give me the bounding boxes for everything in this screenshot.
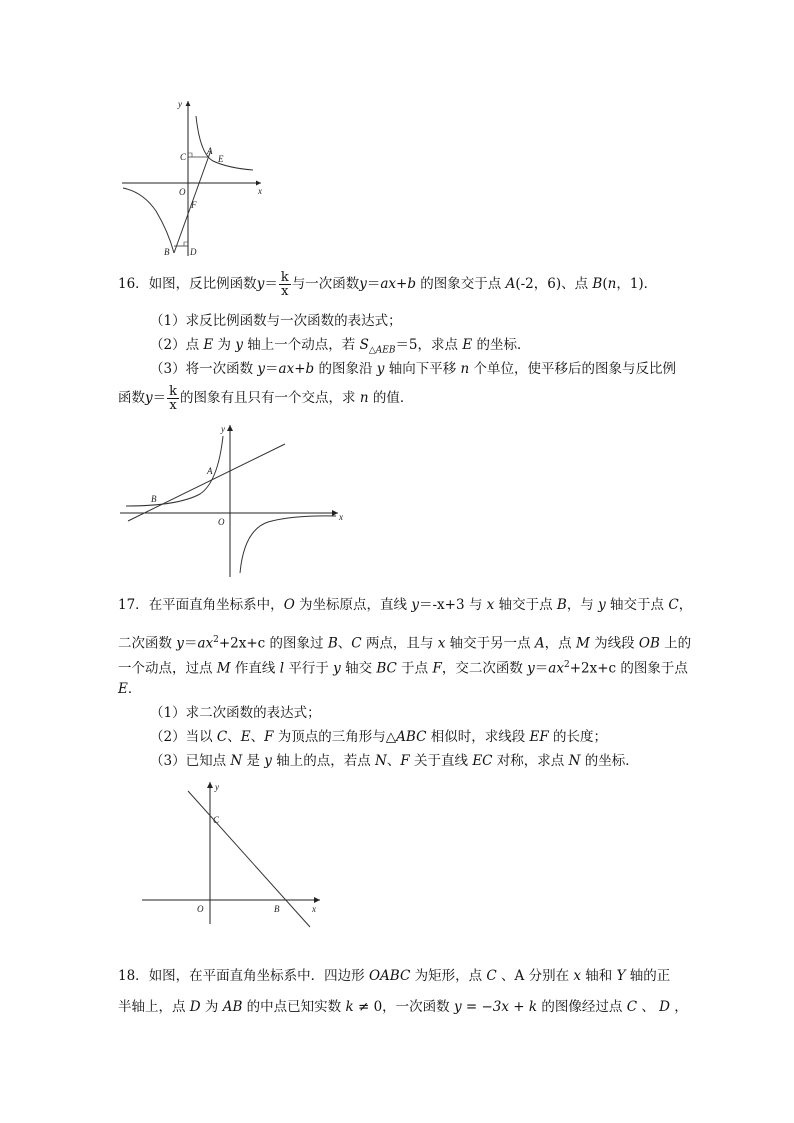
segment-ab: AB	[222, 999, 243, 1015]
var-x: x	[437, 635, 446, 652]
t: 、	[637, 999, 660, 1015]
t: 函数	[118, 390, 145, 406]
label-y: y	[178, 99, 182, 109]
expr-ax: ax	[278, 361, 295, 377]
var-y: y	[376, 361, 385, 377]
right-angle-c	[188, 153, 192, 157]
q17-line-2	[118, 630, 691, 654]
point-e: E	[203, 337, 214, 353]
t: ＝	[265, 361, 279, 377]
q16-text-b: 与一次函数	[291, 276, 360, 292]
t: 一个动点，过点	[118, 660, 217, 677]
figure-3-graph	[138, 774, 328, 934]
x-axis-arrow	[256, 181, 261, 186]
label-c: C	[213, 815, 220, 825]
var-k: k	[345, 999, 354, 1015]
label-b: B	[164, 247, 170, 257]
var-n: n	[460, 361, 470, 377]
var-y: y	[333, 660, 341, 677]
point-n: N	[568, 753, 581, 769]
frac-num: k	[280, 270, 289, 285]
t: 为	[213, 337, 236, 353]
t: 、A 分别在	[496, 968, 574, 984]
point-c: C	[486, 968, 497, 984]
point-b: B	[327, 635, 338, 652]
t: 、	[250, 729, 265, 745]
t: 如图，在平面直角坐标系中．四边形	[148, 968, 369, 984]
point-e: E	[118, 681, 128, 697]
t: 的值．	[368, 390, 414, 406]
point-b-open: (	[602, 276, 608, 292]
var-x: x	[573, 968, 581, 984]
expr-b: +b	[396, 276, 416, 292]
label-x: x	[339, 512, 343, 522]
label-b: B	[274, 904, 280, 914]
point-m: M	[575, 635, 590, 652]
t: ，点	[544, 635, 576, 652]
t: 的图象过	[265, 635, 328, 652]
q17-sub-2	[150, 727, 607, 747]
expr-ax: ax	[197, 635, 214, 652]
label-y: y	[215, 782, 219, 792]
fraction-k-over-x	[167, 385, 179, 412]
right-angle-d	[184, 242, 188, 246]
t: 作直线	[230, 660, 280, 677]
point-c: C	[216, 729, 228, 745]
t: 是	[242, 753, 265, 769]
t: ＝	[183, 635, 198, 652]
area-s: S	[359, 337, 369, 353]
q18-number: 18．	[118, 968, 149, 984]
q18-line-2	[118, 997, 688, 1017]
equals: ＝	[366, 276, 381, 292]
var-n: n	[607, 276, 617, 292]
point-n: N	[375, 753, 387, 769]
t: 的图像经过点	[537, 999, 627, 1015]
triangle-abc: ABC	[396, 729, 427, 745]
label-o: O	[197, 904, 204, 914]
t: ≠ 0，一次函数	[353, 999, 454, 1015]
t: 关于直线	[409, 753, 473, 769]
q18-line-1	[118, 966, 670, 986]
t: 的长度；	[548, 729, 608, 745]
t: 的图象沿	[314, 361, 377, 377]
q16-sub-1: （1）求反比例函数与一次函数的表达式；	[150, 313, 402, 329]
t: 的坐标．	[580, 753, 639, 769]
q16-text-c: 的图象交于点	[416, 276, 506, 292]
expr-linear: −3x + k	[481, 999, 538, 1015]
t: +2x+c	[218, 635, 266, 652]
point-m: M	[216, 660, 231, 677]
label-e: E	[218, 154, 224, 164]
equals: ＝	[152, 390, 167, 406]
var-y: y	[527, 660, 535, 677]
t: ，与	[566, 597, 599, 613]
t: 轴和	[581, 968, 617, 984]
label-x: x	[312, 904, 316, 914]
q17-sub-1: （1）求二次函数的表达式；	[150, 705, 321, 721]
x-axis-arrow	[314, 897, 320, 903]
label-a: A	[207, 146, 213, 156]
t: 在平面直角坐标系中，	[148, 597, 284, 613]
var-y: y	[453, 999, 462, 1015]
line-bc	[188, 791, 310, 927]
q16-sub-3	[150, 359, 676, 379]
t: 轴向下平移	[384, 361, 461, 377]
t: ，	[678, 597, 693, 613]
hyperbola-branch-left	[123, 188, 174, 253]
point-f: F	[264, 729, 274, 745]
label-y: y	[221, 424, 225, 434]
point-o: O	[283, 597, 295, 613]
point-e: E	[462, 337, 473, 353]
q16-number: 16．	[118, 276, 149, 292]
t: 个单位，使平移后的图象与反比例	[469, 361, 676, 377]
q17-sub-3	[150, 751, 639, 771]
t: ＝-x+3 与	[419, 597, 487, 613]
t: ＝5，求点	[395, 337, 463, 353]
t: 的坐标．	[472, 337, 531, 353]
q16-sub-3-cont	[118, 385, 413, 412]
point-c: C	[668, 597, 679, 613]
label-o: O	[179, 187, 186, 197]
t: 为线段	[589, 635, 639, 652]
point-e: E	[240, 729, 251, 745]
t: +2x+c	[569, 660, 617, 677]
exp-2: 2	[213, 635, 219, 645]
label-o: O	[218, 517, 225, 527]
label-d: D	[190, 247, 197, 257]
t: 的图象于点	[616, 660, 688, 677]
var-y: y	[176, 635, 184, 652]
t: 对称，求点	[492, 753, 569, 769]
point-c: C	[626, 999, 638, 1015]
area-sub: △AEB	[368, 345, 396, 356]
t: 轴交于点	[494, 597, 557, 613]
point-c: C	[351, 635, 362, 652]
t: （3）将一次函数	[150, 361, 258, 377]
t: =	[461, 999, 482, 1015]
point-a: A	[505, 276, 516, 292]
label-f: F	[191, 200, 197, 210]
t: ，交二次函数	[441, 660, 528, 677]
frac-num: k	[169, 384, 178, 399]
expr-ax: ax	[548, 660, 564, 677]
point-f: F	[432, 660, 442, 677]
figure-2-graph	[118, 420, 350, 578]
t: 轴交于另一点	[445, 635, 535, 652]
t: ．	[127, 681, 142, 697]
t: （2）当以	[150, 729, 217, 745]
line-ec: EC	[472, 753, 493, 769]
t: （2）点	[150, 337, 204, 353]
t: ，	[669, 999, 688, 1015]
expr-b: +b	[294, 361, 315, 377]
segment-bc: BC	[376, 660, 397, 677]
figure-1-graph	[118, 96, 268, 258]
t: 的图象有且只有一个交点，求	[180, 390, 360, 406]
segment-ef: EF	[529, 729, 549, 745]
t: 平行于	[284, 660, 334, 677]
var-y: y	[257, 361, 266, 377]
t: 两点，且与	[361, 635, 438, 652]
label-x: x	[258, 186, 262, 196]
var-x: x	[486, 597, 495, 613]
t: 、	[227, 729, 241, 745]
t: 的中点已知实数	[242, 999, 346, 1015]
point-a-coords: (-2，6)、点	[515, 276, 593, 292]
point-a: A	[534, 635, 545, 652]
point-f: F	[400, 753, 410, 769]
t: 、	[386, 753, 401, 769]
q17-line-4	[118, 679, 141, 699]
t: 轴交	[340, 660, 377, 677]
t: 相似时，求线段	[426, 729, 530, 745]
var-y: Y	[616, 968, 626, 984]
q17-number: 17．	[118, 597, 149, 613]
label-b: B	[151, 494, 157, 504]
t: 轴上的点，若点	[271, 753, 376, 769]
t: 为坐标原点，直线	[294, 597, 412, 613]
frac-den: x	[281, 284, 289, 299]
t: 二次函数	[118, 635, 177, 652]
var-y: y	[235, 337, 243, 353]
t: ＝	[534, 660, 549, 677]
t: 为	[200, 999, 223, 1015]
var-y: y	[145, 390, 153, 406]
t: 于点	[396, 660, 433, 677]
q16-sub-2	[150, 335, 530, 361]
y-axis-arrow	[227, 425, 233, 431]
expr-ax: ax	[380, 276, 397, 292]
equals: ＝	[264, 276, 278, 292]
q17-line-1	[118, 595, 692, 615]
hyperbola-branch-right	[240, 516, 336, 573]
point-n: N	[230, 753, 243, 769]
frac-den: x	[169, 398, 177, 413]
exp-2: 2	[563, 660, 570, 670]
t: 上的	[659, 635, 692, 652]
fraction-k-over-x	[279, 271, 291, 298]
var-y: y	[256, 276, 265, 292]
segment-ob: OB	[638, 635, 660, 652]
line-l: l	[279, 660, 285, 677]
q16-line-1	[118, 271, 657, 298]
q17-line-3	[118, 655, 688, 679]
point-d: D	[659, 999, 670, 1015]
var-y: y	[411, 597, 419, 613]
t: 轴的正	[625, 968, 671, 984]
t: 、	[337, 635, 352, 652]
var-n: n	[359, 390, 369, 406]
point-d: D	[189, 999, 201, 1015]
t: 轴交于点	[605, 597, 669, 613]
x-axis-arrow	[332, 510, 338, 516]
point-b: B	[592, 276, 603, 292]
t: 半轴上，点	[118, 999, 190, 1015]
t: （3）已知点	[150, 753, 231, 769]
var-y: y	[359, 276, 367, 292]
var-y: y	[264, 753, 272, 769]
q16-text-a: 如图，反比例函数	[148, 276, 257, 292]
rect-oabc: OABC	[368, 968, 411, 984]
line-ab	[128, 444, 285, 521]
t: 为矩形，点	[410, 968, 487, 984]
t: 为顶点的三角形与△	[273, 729, 397, 745]
point-b: B	[556, 597, 567, 613]
t: 轴上一个动点，若	[242, 337, 360, 353]
hyperbola-branch-right	[196, 116, 253, 170]
label-c: C	[180, 152, 187, 162]
y-axis-arrow	[207, 782, 213, 788]
var-y: y	[598, 597, 606, 613]
point-b-close: ，1)．	[616, 276, 658, 292]
label-a: A	[207, 466, 213, 476]
y-axis-arrow	[186, 101, 191, 106]
